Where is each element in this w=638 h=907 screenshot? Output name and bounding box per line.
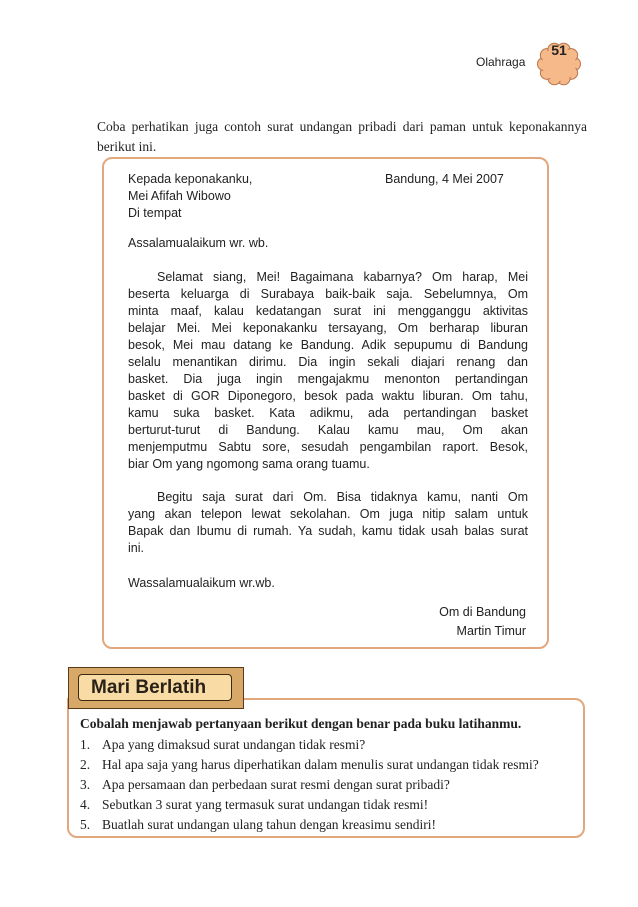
- exercise-question: [80, 797, 428, 813]
- body-line: berturut-turut di Bandung. Kalau kamu mau, Om akan: [128, 423, 528, 437]
- exercise-instruction: [80, 716, 521, 732]
- page-number: 51: [551, 42, 567, 58]
- recipient-line: Di tempat: [128, 206, 182, 220]
- question-text: Hal apa saja yang harus diperhatikan dalam menulis surat undangan tidak resmi?: [102, 757, 539, 772]
- instruction-text: Cobalah menjawab pertanyaan berikut dengan benar pada buku latihanmu.: [80, 716, 522, 731]
- recipient-line: Mei Afifah Wibowo: [128, 189, 231, 203]
- letter-closing: Wassalamualaikum wr.wb.: [128, 576, 275, 590]
- body-line: biar Om yang ngomong sama orang tuamu.: [128, 457, 370, 471]
- body-line: selalu menantikan dirimu. Dia ingin sekali diajari renang dan: [128, 355, 528, 369]
- body-line: yang akan telepon lewat sekolahan. Om juga nitip salam untuk: [128, 507, 528, 521]
- exercise-title: Mari Berlatih: [78, 674, 232, 701]
- intro-text: Coba perhatikan juga contoh surat undangan pribadi dari paman untuk keponakannya berikut ini.: [97, 119, 587, 154]
- letter-greeting: Assalamualaikum wr. wb.: [128, 236, 269, 250]
- question-text: Buatlah surat undangan ulang tahun dengan kreasimu sendiri!: [102, 817, 437, 832]
- question-number: 1.: [80, 737, 91, 752]
- exercise-question: [80, 757, 539, 773]
- question-number: 2.: [80, 757, 91, 772]
- body-line: belajar Mei. Mei keponakanku tersayang, Om berharap liburan: [128, 321, 528, 335]
- question-number: 5.: [80, 817, 91, 832]
- signature-line: Om di Bandung: [439, 605, 526, 619]
- body-line: basket di GOR Diponegoro, besok pada waktu liburan. Om tahu,: [128, 389, 528, 403]
- body-line: menjemputmu Sabtu sore, sesudah pengambilan raport. Besok,: [128, 440, 528, 454]
- body-line: Selamat siang, Mei! Bagaimana kabarnya? Om harap, Mei: [157, 270, 528, 284]
- question-number: 4.: [80, 797, 91, 812]
- page-number-badge: [537, 42, 581, 86]
- letter-date: Bandung, 4 Mei 2007: [385, 172, 504, 186]
- recipient-line: Kepada keponakanku,: [128, 172, 253, 186]
- body-line: minta maaf, kalau kedatangan surat ini mengganggu aktivitas: [128, 304, 528, 318]
- body-line: ini.: [128, 541, 144, 555]
- exercise-question: [80, 777, 450, 793]
- signature-line: Martin Timur: [456, 624, 526, 638]
- body-line: Begitu saja surat dari Om. Bisa tidaknya kamu, nanti Om: [157, 490, 528, 504]
- body-line: kamu suka basket. Kata adikmu, ada pertandingan basket: [128, 406, 528, 420]
- question-text: Apa yang dimaksud surat undangan tidak resmi?: [102, 737, 366, 752]
- chapter-title: Olahraga: [476, 55, 526, 69]
- exercise-question: [80, 737, 365, 753]
- body-line: basket. Dia juga ingin mengajakmu menonton pertandingan: [128, 372, 528, 386]
- question-number: 3.: [80, 777, 91, 792]
- exercise-question: [80, 817, 436, 833]
- body-line: Bapak dan Ibumu di rumah. Ya sudah, kamu tidak usah balas surat: [128, 524, 528, 538]
- exercise-label: [68, 667, 244, 709]
- body-line: beserta keluarga di Surabaya baik-baik saja. Sebelumnya, Om: [128, 287, 528, 301]
- question-text: Sebutkan 3 surat yang termasuk surat undangan tidak resmi!: [102, 797, 429, 812]
- body-line: besok, Mei mau datang ke Bandung. Adik sepupumu di Bandung: [128, 338, 528, 352]
- question-text: Apa persamaan dan perbedaan surat resmi dengan surat pribadi?: [102, 777, 450, 792]
